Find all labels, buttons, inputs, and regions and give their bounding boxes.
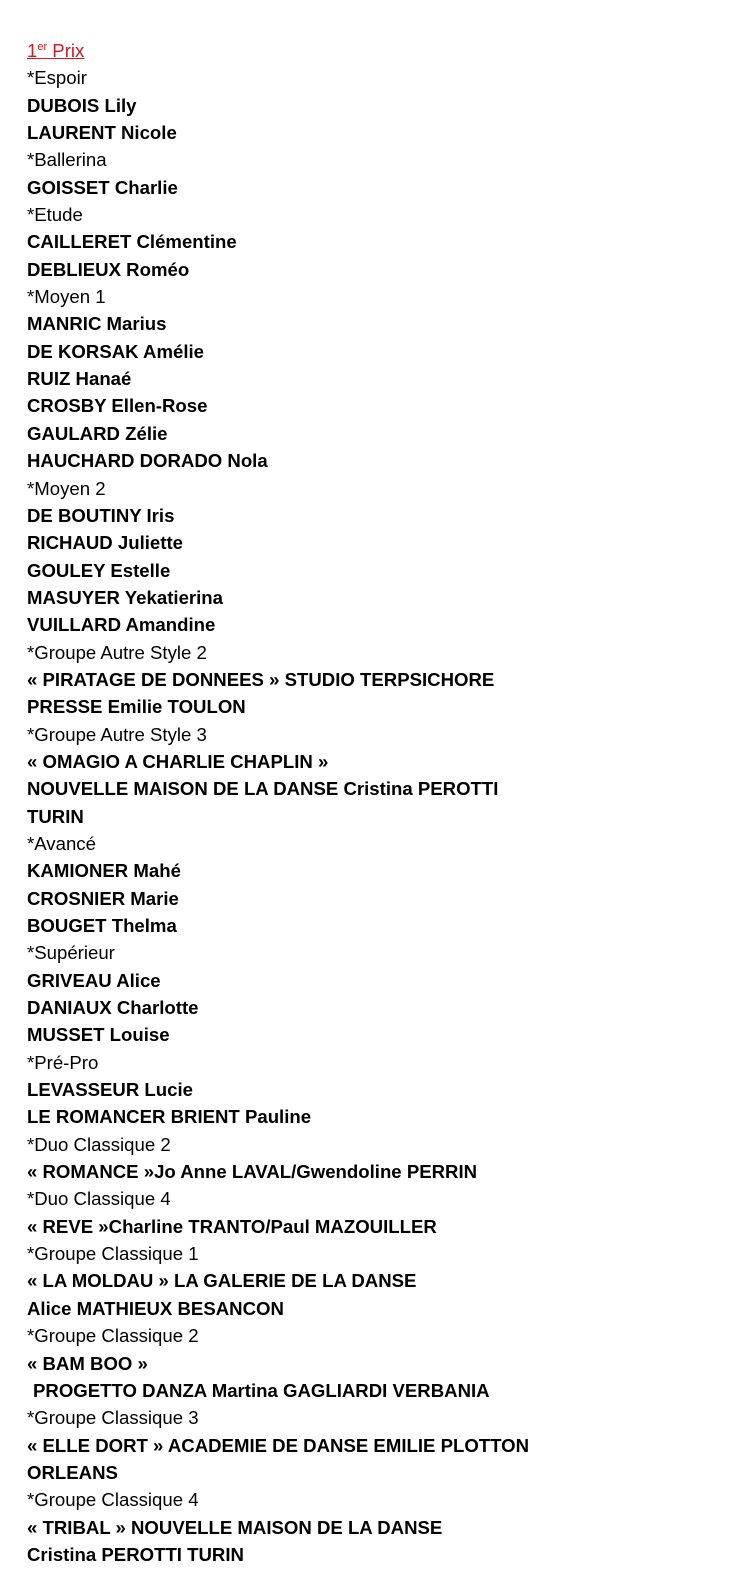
entrant-name: « TRIBAL » NOUVELLE MAISON DE LA DANSE [27, 1516, 443, 1538]
entrant-name: ORLEANS [27, 1461, 118, 1483]
category-label: *Duo Classique 4 [27, 1188, 171, 1210]
entrant-name: HAUCHARD DORADO Nola [27, 450, 268, 472]
entrant-name: DEBLIEUX Roméo [27, 258, 190, 280]
results-list [27, 64, 727, 1568]
entrant-name: TURIN [27, 805, 84, 827]
entrant-name: PROGETTO DANZA Martina GAGLIARDI VERBANIA [33, 1379, 490, 1401]
entrant-name: DANIAUX Charlotte [27, 997, 199, 1019]
entrant-name: « PIRATAGE DE DONNEES » STUDIO TERPSICHORE [27, 668, 495, 690]
entrant-name: MANRIC Marius [27, 313, 167, 335]
category-label: *Pré-Pro [27, 1051, 99, 1073]
prize-number-suffix: er [37, 41, 48, 53]
category-label: *Groupe Classique 3 [27, 1407, 199, 1429]
category-label: *Groupe Classique 1 [27, 1243, 199, 1265]
entrant-name: « LA MOLDAU » LA GALERIE DE LA DANSE [27, 1270, 417, 1292]
entrant-name: DUBOIS Lily [27, 94, 137, 116]
entrant-name: « OMAGIO A CHARLIE CHAPLIN » [27, 750, 329, 772]
entrant-name: Alice MATHIEUX BESANCON [27, 1297, 284, 1319]
category-label: *Avancé [27, 832, 96, 854]
category-label: *Moyen 1 [27, 286, 106, 308]
entrant-name: MASUYER Yekatierina [27, 586, 224, 608]
entrant-name: BOUGET Thelma [27, 915, 177, 936]
entrant-name: GOISSET Charlie [27, 176, 178, 198]
category-label: *Supérieur [27, 942, 115, 964]
entrant-name: CAILLERET Clémentine [27, 231, 237, 253]
entrant-name: RUIZ Hanaé [27, 368, 132, 390]
entrant-name: GOULEY Estelle [27, 559, 171, 581]
entrant-name: CROSNIER Marie [27, 887, 179, 909]
entrant-name: NOUVELLE MAISON DE LA DANSE Cristina PEROTTI [27, 778, 499, 800]
entrant-name: PRESSE Emilie TOULON [27, 696, 246, 718]
entrant-name: RICHAUD Juliette [27, 532, 183, 554]
document-page [27, 37, 727, 1568]
category-label: *Groupe Autre Style 2 [27, 641, 207, 663]
category-label: *Etude [27, 204, 83, 226]
entrant-name: GRIVEAU Alice [27, 969, 161, 991]
prize-heading [27, 37, 727, 64]
category-label: *Groupe Autre Style 3 [27, 723, 207, 745]
category-label: *Moyen 2 [27, 477, 106, 499]
entrant-name: DE BOUTINY Iris [27, 504, 175, 526]
entrant-name: « ROMANCE »Jo Anne LAVAL/Gwendoline PERRIN [27, 1161, 478, 1183]
entrant-name: GAULARD Zélie [27, 422, 168, 444]
category-label: *Espoir [27, 67, 87, 89]
entrant-name: KAMIONER Mahé [27, 860, 181, 882]
entrant-name: DE KORSAK Amélie [27, 340, 205, 362]
entrant-name: « REVE »Charline TRANTO/Paul MAZOUILLER [27, 1215, 437, 1237]
category-label: *Duo Classique 2 [27, 1133, 171, 1155]
entrant-name: Cristina PEROTTI TURIN [27, 1543, 244, 1565]
entrant-name: CROSBY Ellen-Rose [27, 395, 208, 417]
entrant-name: LAURENT Nicole [27, 122, 177, 144]
prize-number: 1 [27, 40, 38, 61]
entrant-name: VUILLARD Amandine [27, 614, 216, 636]
prize-word: Prix [52, 40, 85, 61]
entrant-name: « ELLE DORT » ACADEMIE DE DANSE EMILIE PLOTTON [27, 1434, 530, 1456]
entrant-name: « BAM BOO » [27, 1352, 148, 1374]
category-label: *Ballerina [27, 149, 107, 171]
entrant-name: MUSSET Louise [27, 1024, 170, 1046]
entrant-name: LEVASSEUR Lucie [27, 1079, 193, 1101]
category-label: *Groupe Classique 2 [27, 1325, 199, 1347]
category-label: *Groupe Classique 4 [27, 1489, 199, 1511]
entrant-name: LE ROMANCER BRIENT Pauline [27, 1106, 312, 1128]
